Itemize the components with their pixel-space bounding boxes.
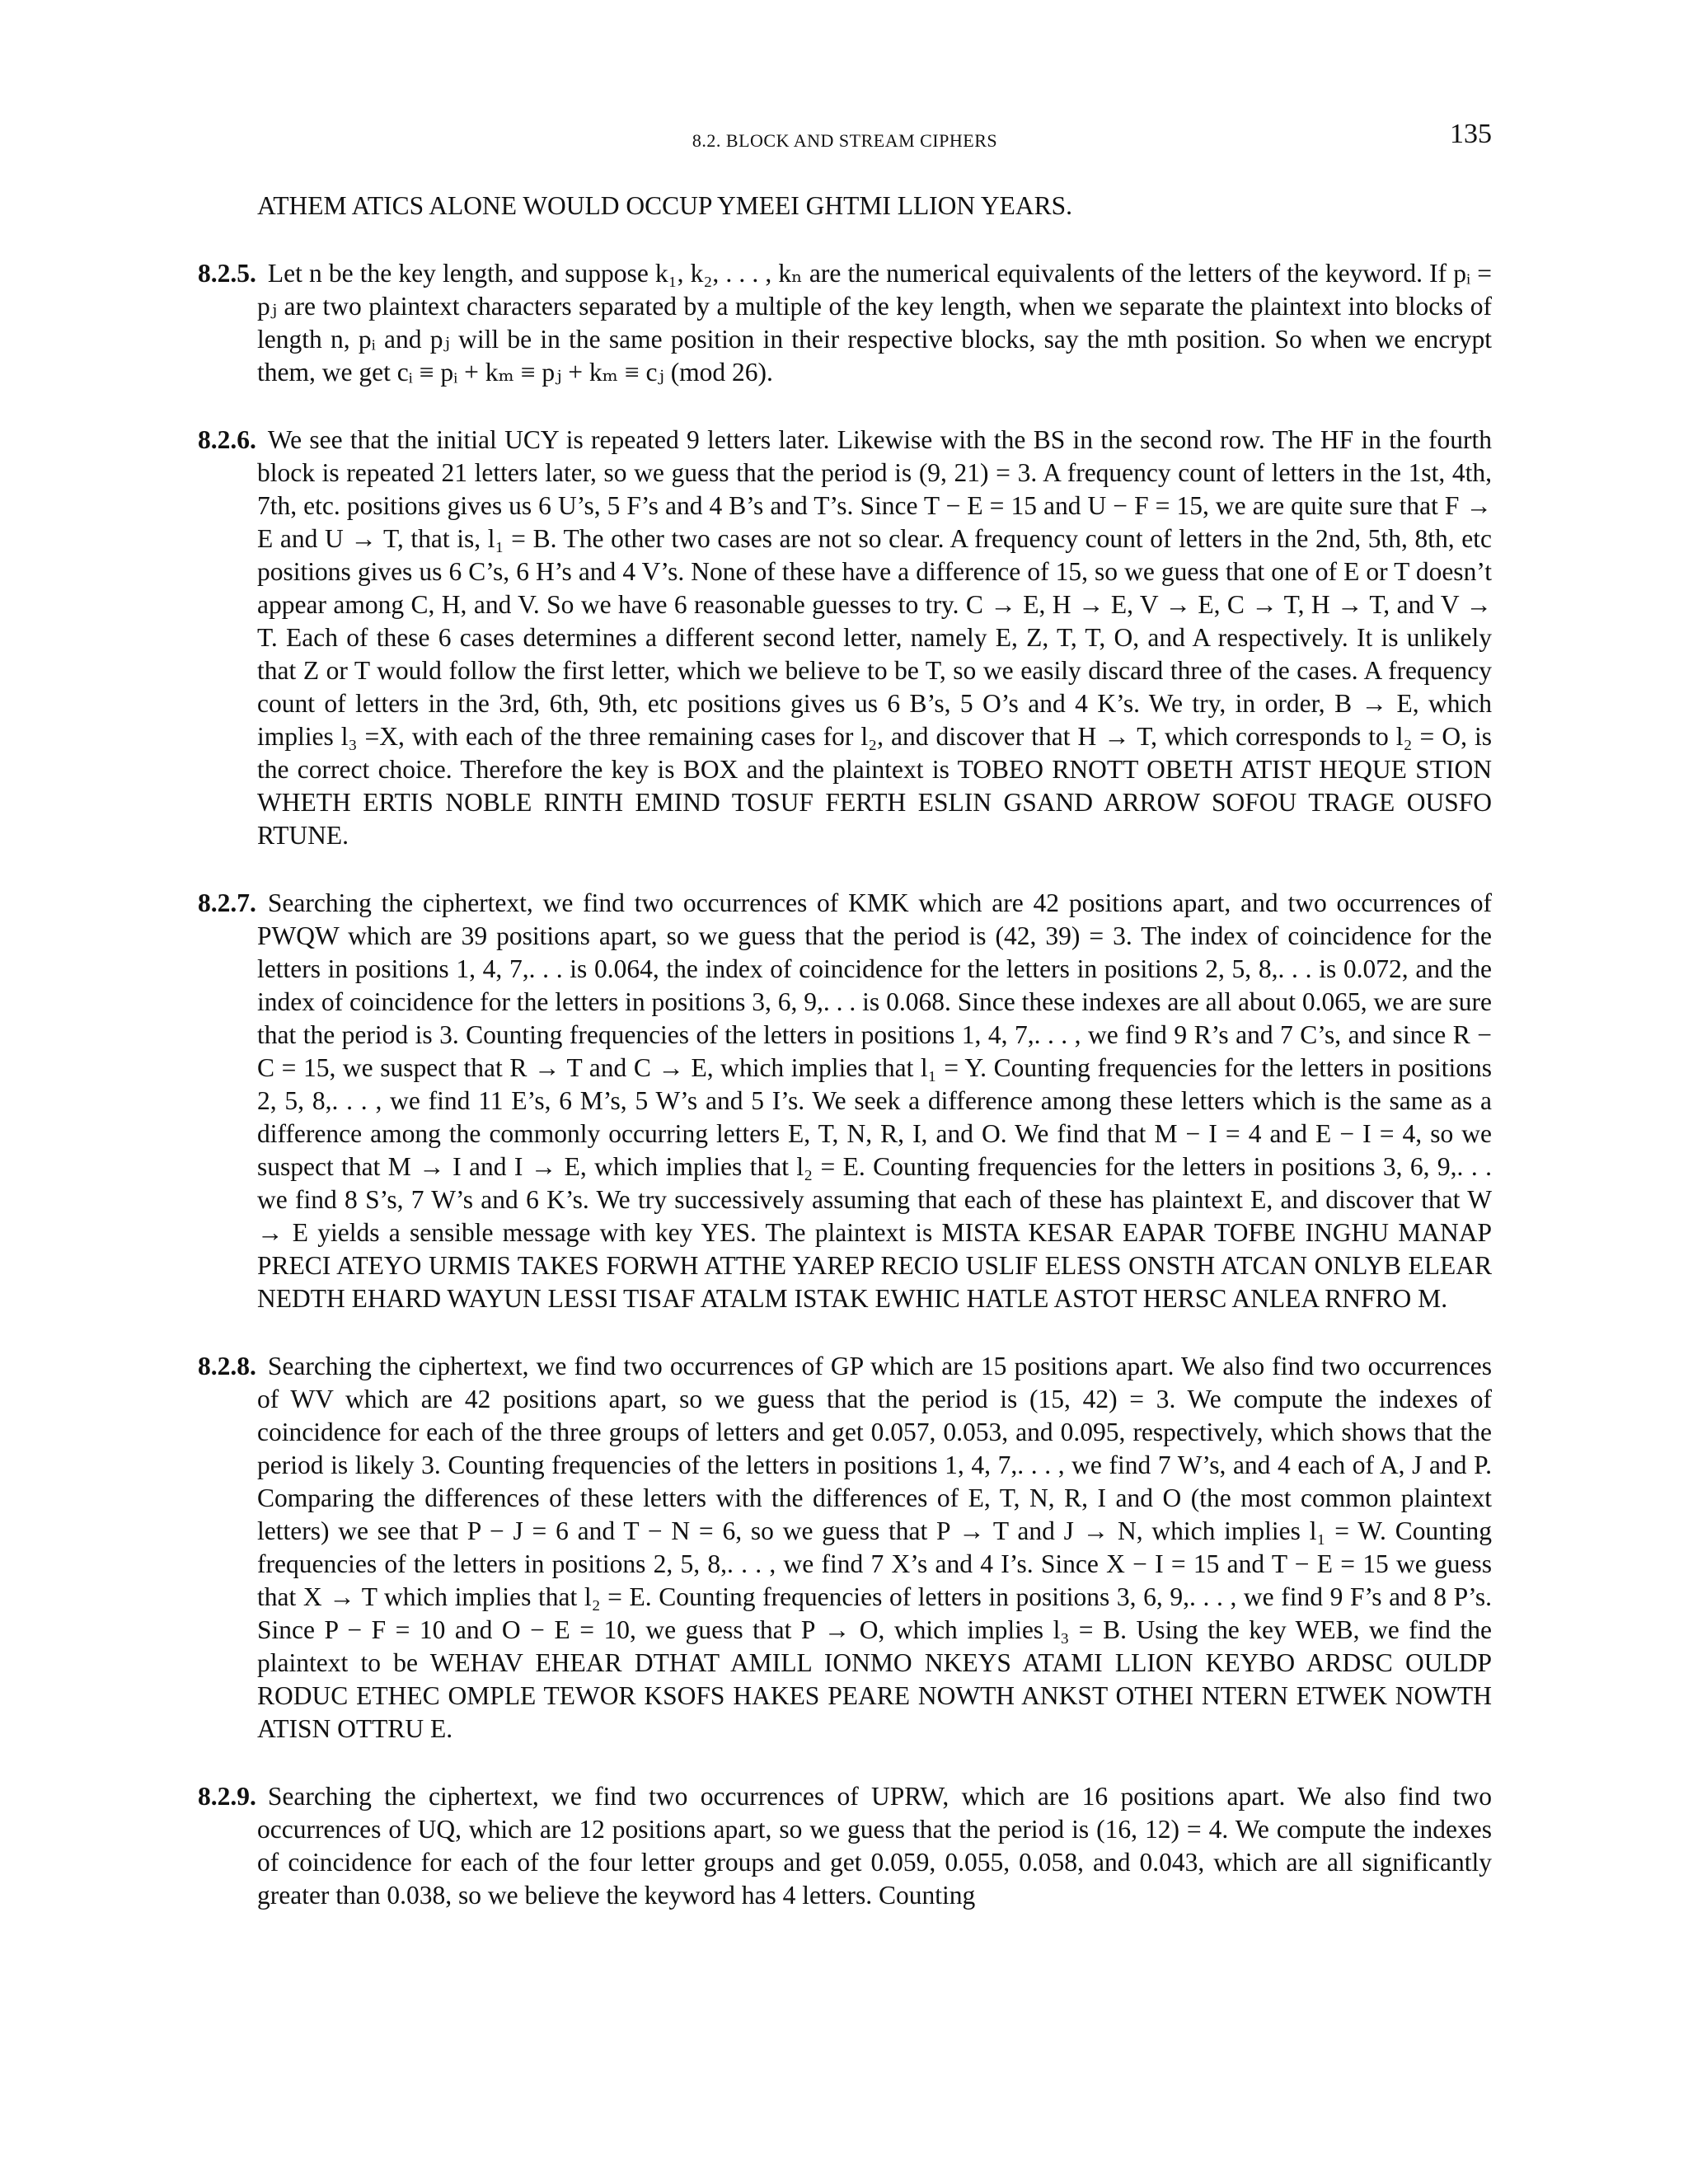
exercise-text: Searching the ciphertext, we find two occurrences of UPRW, which are 16 positions apart. We also find two occurrences of UQ, which are 12 positions apart, so we guess that the period is (16, 12) = 4. We compute the indexes of coincidence for each of the four letter groups and get 0.059, 0.055, 0.058, and 0.043, which are all significantly greater than 0.038, so we believe the keyword has 4 letters. Counting xyxy=(257,1782,1492,1910)
exercise-number: 8.2.9. xyxy=(198,1782,256,1811)
exercise-text: Searching the ciphertext, we find two occurrences of KMK which are 42 positions apart, and two occurrences of PWQW which are 39 positions apart, so we guess that the period is (42, 39) = 3. The index of coincidence for the letters in positions 1, 4, 7,. . . is 0.064, the index of coincidence for the letters in positions 2, 5, 8,. . . is 0.072, and the index of coincidence for the letters in positions 3, 6, 9,. . . is 0.068. Since these indexes are all about 0.065, we are sure that the period is 3. Counting frequencies of the letters in positions 1, 4, 7,. . . , we find 9 R’s and 7 C’s, and since R − C = 15, we suspect that R → T and C → E, which implies that l₁ = Y. Counting frequencies for the letters in positions 2, 5, 8,. . . , we find 11 E’s, 6 M’s, 5 W’s and 5 I’s. We seek a difference among these letters which is the same as a difference among the commonly occurring letters E, T, N, R, I, and O. We find that M − I = 4 and E − I = 4, so we suspect that M → I and I → E, which implies that l₂ = E. Counting frequencies for the letters in positions 3, 6, 9,. . . we find 8 S’s, 7 W’s and 6 K’s. We try successively assuming that each of these has plaintext E, and discover that W → E yields a sensible message with key YES. The plaintext is MISTA KESAR EAPAR TOFBE INGHU MANAP PRECI ATEYO URMIS TAKES FORWH ATTHE YAREP RECIO USLIF ELESS ONSTH ATCAN ONLYB ELEAR NEDTH EHARD WAYUN LESSI TISAF ATALM ISTAK EWHIC HATLE ASTOT HERSC ANLEA RNFRO M. xyxy=(257,888,1492,1313)
exercise-text: We see that the initial UCY is repeated 9 letters later. Likewise with the BS in the second row. The HF in the fourth block is repeated 21 letters later, so we guess that the period is (9, 21) = 3. A frequency count of letters in the 1st, 4th, 7th, etc. positions gives us 6 U’s, 5 F’s and 4 B’s and T’s. Since T − E = 15 and U − F = 15, we are quite sure that F → E and U → T, that is, l₁ = B. The other two cases are not so clear. A frequency count of letters in the 2nd, 5th, 8th, etc positions gives us 6 C’s, 6 H’s and 4 V’s. None of these have a difference of 15, so we guess that one of E or T doesn’t appear among C, H, and V. So we have 6 reasonable guesses to try. C → E, H → E, V → E, C → T, H → T, and V → T. Each of these 6 cases determines a different second letter, namely E, Z, T, T, O, and A respectively. It is unlikely that Z or T would follow the first letter, which we believe to be T, so we easily discard three of the cases. A frequency count of letters in the 3rd, 6th, 9th, etc positions gives us 6 B’s, 5 O’s and 4 K’s. We try, in order, B → E, which implies l₃ =X, with each of the three remaining cases for l₂, and discover that H → T, which corresponds to l₂ = O, is the correct choice. Therefore the key is BOX and the plaintext is TOBEO RNOTT OBETH ATIST HEQUE STION WHETH ERTIS NOBLE RINTH EMIND TOSUF FERTH ESLIN GSAND ARROW SOFOU TRAGE OUSFO RTUNE. xyxy=(257,425,1492,850)
exercise-number: 8.2.6. xyxy=(198,425,256,454)
exercise-number: 8.2.7. xyxy=(198,888,256,917)
exercise-text: Let n be the key length, and suppose k₁, k₂, . . . , kₙ are the numerical equivalents of the letters of the keyword. If pᵢ = pⱼ are two plaintext characters separated by a multiple of the key length, when we separate the plaintext into blocks of length n, pᵢ and pⱼ will be in the same position in their respective blocks, say the mth position. So when we encrypt them, we get cᵢ ≡ pᵢ + kₘ ≡ pⱼ + kₘ ≡ cⱼ (mod 26). xyxy=(257,259,1492,387)
exercise-8-2-8 xyxy=(198,1350,1492,1746)
exercise-number: 8.2.8. xyxy=(198,1352,256,1380)
exercise-8-2-6 xyxy=(198,424,1492,852)
exercise-number: 8.2.5. xyxy=(198,259,256,288)
page-header xyxy=(198,119,1492,157)
exercise-8-2-7 xyxy=(198,887,1492,1315)
running-head: 8.2. BLOCK AND STREAM CIPHERS xyxy=(692,130,998,151)
page-number: 135 xyxy=(1450,119,1492,149)
exercise-text: Searching the ciphertext, we find two occurrences of GP which are 15 positions apart. We also find two occurrences of WV which are 42 positions apart, so we guess that the period is (15, 42) = 3. We compute the indexes of coincidence for each of the three groups of letters and get 0.057, 0.053, and 0.095, respectively, which shows that the period is likely 3. Counting frequencies of the letters in positions 1, 4, 7,. . . , we find 7 W’s, and 4 each of A, J and P. Comparing the differences of these letters with the differences of E, T, N, R, I and O (the most common plaintext letters) we see that P − J = 6 and T − N = 6, so we guess that P → T and J → N, which implies l₁ = W. Counting frequencies of the letters in positions 2, 5, 8,. . . , we find 7 X’s and 4 I’s. Since X − I = 15 and T − E = 15 we guess that X → T which implies that l₂ = E. Counting frequencies of letters in positions 3, 6, 9,. . . , we find 9 F’s and 8 P’s. Since P − F = 10 and O − E = 10, we guess that P → O, which implies l₃ = B. Using the key WEB, we find the plaintext to be WEHAV EHEAR DTHAT AMILL IONMO NKEYS ATAMI LLION KEYBO ARDSC OULDP RODUC ETHEC OMPLE TEWOR KSOFS HAKES PEARE NOWTH ANKST OTHEI NTERN ETWEK NOWTH ATISN OTTRU E. xyxy=(257,1352,1492,1743)
exercise-8-2-9 xyxy=(198,1780,1492,1912)
page-body xyxy=(198,190,1492,1912)
continuation-text: ATHEM ATICS ALONE WOULD OCCUP YMEEI GHTMI LLION YEARS. xyxy=(257,191,1073,220)
exercise-8-2-5 xyxy=(198,257,1492,389)
